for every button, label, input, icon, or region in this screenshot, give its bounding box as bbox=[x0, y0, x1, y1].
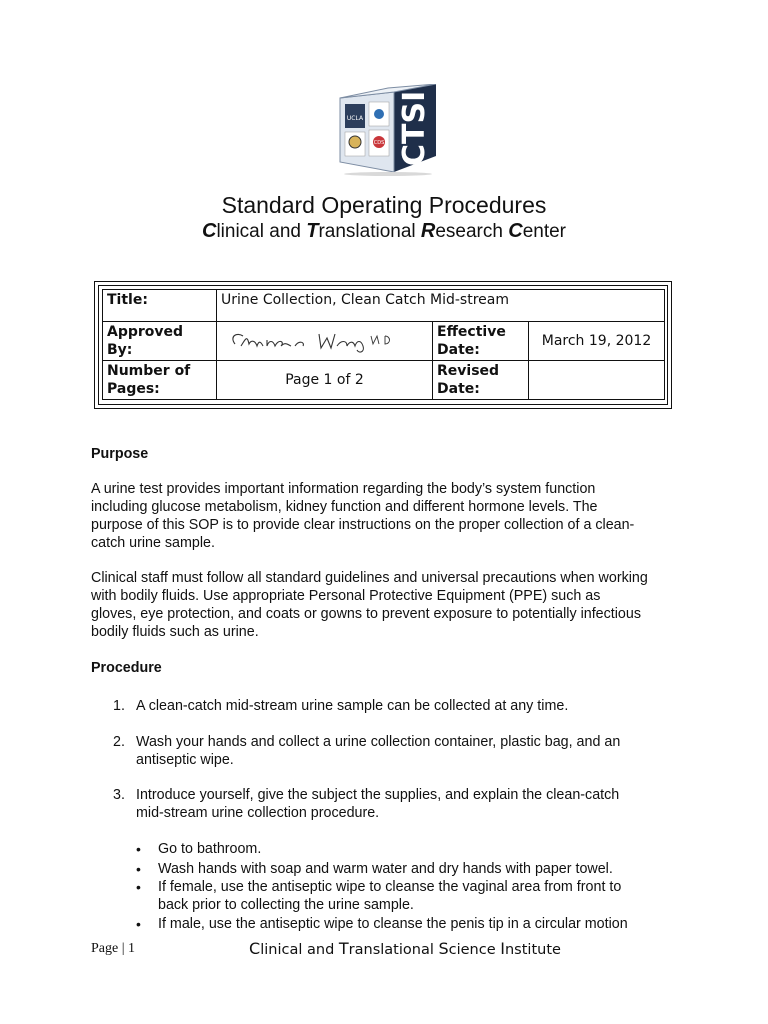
text-line: A urine test provides important information regarding the body’s system function bbox=[91, 481, 596, 497]
title-value: Urine Collection, Clean Catch Mid-stream bbox=[217, 290, 665, 322]
subtitle-initial: R bbox=[420, 220, 436, 242]
logo-panel-text: UCLA bbox=[346, 115, 364, 122]
step-number: 2. bbox=[113, 734, 125, 750]
footer-word: cience bbox=[448, 942, 501, 958]
revised-date-label: Revised Date: bbox=[433, 361, 529, 400]
subtitle-word: esearch bbox=[435, 221, 509, 242]
footer-initial: S bbox=[438, 939, 449, 958]
footer-page-number: Page | 1 bbox=[91, 941, 136, 956]
footer-word: linical and bbox=[260, 942, 339, 958]
subtitle-initial: C bbox=[202, 220, 217, 242]
pages-value: Page 1 of 2 bbox=[217, 361, 433, 400]
title-label: Title: bbox=[103, 290, 217, 322]
effective-date-value: March 19, 2012 bbox=[529, 322, 665, 361]
purpose-heading: Purpose bbox=[91, 446, 149, 462]
text-line: with bodily fluids. Use appropriate Personal Protective Equipment (PPE) such as bbox=[91, 588, 601, 604]
logo-text: CTSI bbox=[397, 90, 432, 166]
signature-image bbox=[221, 326, 411, 356]
subtitle-word: ranslational bbox=[318, 221, 421, 242]
text-line: gloves, eye protection, and coats or gowns to prevent exposure to potentially infectious bbox=[91, 606, 641, 622]
bullet-icon: • bbox=[136, 879, 141, 895]
subtitle-word: enter bbox=[522, 221, 566, 242]
header-table bbox=[102, 289, 665, 400]
footer-institute bbox=[0, 939, 768, 958]
approved-label: Approved By: bbox=[103, 322, 217, 361]
text-line: antiseptic wipe. bbox=[136, 752, 234, 768]
ctsi-logo bbox=[332, 84, 444, 176]
text-line: back prior to collecting the urine sample. bbox=[158, 897, 414, 913]
bullet-text bbox=[158, 915, 678, 933]
bullet-icon: • bbox=[136, 841, 141, 857]
text-line: Wash your hands and collect a urine collection container, plastic bag, and an bbox=[136, 734, 621, 750]
text-line: A clean-catch mid-stream urine sample can be collected at any time. bbox=[136, 698, 569, 714]
approved-signature-cell bbox=[217, 322, 433, 361]
footer-initial: I bbox=[500, 939, 505, 958]
step-number: 1. bbox=[113, 698, 125, 714]
purpose-paragraph-1 bbox=[91, 480, 691, 552]
step-text bbox=[136, 733, 676, 769]
text-line: mid-stream urine collection procedure. bbox=[136, 805, 380, 821]
bullet-text bbox=[158, 878, 678, 914]
text-line: Clinical staff must follow all standard guidelines and universal precautions when working bbox=[91, 570, 648, 586]
footer-word: nstitute bbox=[504, 942, 561, 958]
bullet-icon: • bbox=[136, 916, 141, 932]
footer-initial: C bbox=[249, 939, 261, 958]
subtitle-word: linical and bbox=[216, 221, 307, 242]
bullet-icon: • bbox=[136, 861, 141, 877]
step-text bbox=[136, 786, 676, 822]
text-line: including glucose metabolism, kidney function and different hormone levels. The bbox=[91, 499, 598, 515]
text-line: bodily fluids such as urine. bbox=[91, 624, 259, 640]
logo-panel-text: CDS bbox=[373, 140, 385, 146]
text-line: Go to bathroom. bbox=[158, 841, 262, 857]
revised-date-value bbox=[529, 361, 665, 400]
step-number: 3. bbox=[113, 787, 125, 803]
footer-initial: T bbox=[338, 939, 349, 958]
procedure-heading: Procedure bbox=[91, 660, 162, 676]
bullet-text bbox=[158, 840, 678, 858]
text-line: If male, use the antiseptic wipe to cleanse the penis tip in a circular motion bbox=[158, 916, 628, 932]
subtitle-initial: T bbox=[306, 220, 319, 242]
purpose-paragraph-2 bbox=[91, 569, 691, 641]
step-text bbox=[136, 697, 676, 715]
document-subtitle bbox=[0, 220, 768, 243]
text-line: If female, use the antiseptic wipe to cleanse the vaginal area from front to bbox=[158, 879, 622, 895]
subtitle-initial: C bbox=[508, 220, 523, 242]
text-line: purpose of this SOP is to provide clear instructions on the proper collection of a clean- bbox=[91, 517, 635, 533]
text-line: catch urine sample. bbox=[91, 535, 215, 551]
text-line: Introduce yourself, give the subject the supplies, and explain the clean-catch bbox=[136, 787, 620, 803]
bullet-text bbox=[158, 860, 678, 878]
document-title: Standard Operating Procedures bbox=[221, 192, 547, 218]
footer-word: ranslational bbox=[348, 942, 439, 958]
effective-date-label: Effective Date: bbox=[433, 322, 529, 361]
text-line: Wash hands with soap and warm water and dry hands with paper towel. bbox=[158, 861, 613, 877]
pages-label: Number of Pages: bbox=[103, 361, 217, 400]
